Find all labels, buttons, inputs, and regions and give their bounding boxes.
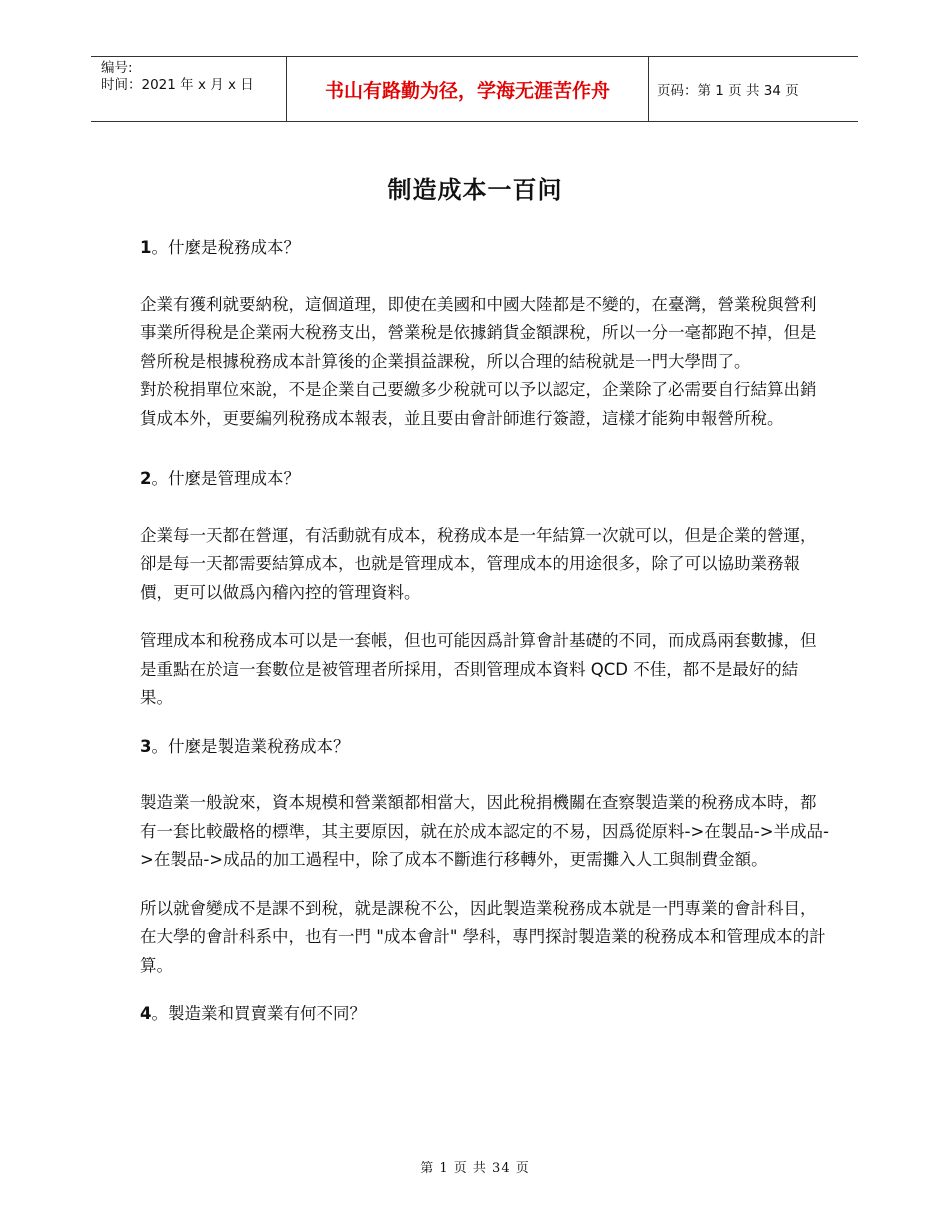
document-body bbox=[140, 234, 830, 1029]
question-text: 。什麼是稅務成本？ bbox=[151, 238, 300, 257]
question-number: 2 bbox=[140, 469, 152, 488]
question-text: 。什麼是製造業稅務成本？ bbox=[151, 736, 350, 756]
question-heading bbox=[140, 234, 830, 263]
answer-paragraph: 所以就會變成不是課不到稅，就是課稅不公，因此製造業稅務成本就是一門專業的會計科目，在大學的會計科系中，也有一門 "成本會計" 學科，專門探討製造業的稅務成本和管理成本的計算。 bbox=[140, 898, 826, 975]
header-meta bbox=[91, 57, 287, 121]
question-heading bbox=[140, 465, 830, 494]
header-motto: 书山有路勤为径，学海无涯苦作舟 bbox=[287, 57, 649, 121]
answer-paragraph: 管理成本和稅務成本可以是一套帳，但也可能因爲計算會計基礎的不同，而成爲兩套數據，但是重點在於這一套數位是被管理者所採用，否則管理成本資料 QCD 不佳，都不是最好的結果。 bbox=[140, 631, 817, 707]
document-number-label: 编号: bbox=[101, 60, 133, 76]
answer-paragraph: 企業有獲利就要納稅，這個道理，即使在美國和中國大陸都是不變的，在臺灣，營業稅與營利事業所得稅是企業兩大稅務支出，營業稅是依據銷貨金額課稅，所以一分一毫都跑不掉，但是營所稅是根據稅務成本計算後的企業損益課稅，所以合理的結稅就是一門大學問了。 bbox=[140, 294, 817, 371]
header-page-info: 页码：第 1 页 共 34 页 bbox=[657, 83, 799, 99]
question-heading bbox=[140, 733, 830, 762]
question-number: 4 bbox=[140, 1004, 152, 1023]
document-title: 制造成本一百问 bbox=[387, 176, 563, 204]
question-text: 。製造業和買賣業有何不同？ bbox=[151, 1004, 366, 1023]
answer-paragraph: 企業每一天都在營運，有活動就有成本，稅務成本是一年結算一次就可以，但是企業的營運，卻是每一天都需要結算成本，也就是管理成本，管理成本的用途很多，除了可以協助業務報價，更可以做爲內稽內控的管理資料。 bbox=[140, 525, 817, 602]
question-number: 1 bbox=[140, 238, 152, 257]
document-time-label: 时间：2021 年 x 月 x 日 bbox=[101, 77, 254, 93]
answer-paragraph: 製造業一般說來，資本規模和營業額都相當大，因此稅捐機關在查察製造業的稅務成本時，都有一套比較嚴格的標準，其主要原因，就在於成本認定的不易，因爲從原料->在製品->半成品->在製品->成品的加工過程中，除了成本不斷進行移轉外，更需攤入人工與制費金額。 bbox=[140, 793, 830, 869]
question-text: 。什麼是管理成本？ bbox=[151, 469, 300, 488]
page-header bbox=[91, 56, 858, 122]
page-footer: 第 1 页 共 34 页 bbox=[420, 1161, 530, 1176]
question-heading bbox=[140, 1000, 830, 1029]
question-number: 3 bbox=[140, 736, 152, 756]
answer-paragraph: 對於稅捐單位來說，不是企業自己要繳多少稅就可以予以認定，企業除了必需要自行結算出銷貨成本外，更要編列稅務成本報表，並且要由會計師進行簽證，這樣才能夠申報營所稅。 bbox=[140, 380, 817, 428]
